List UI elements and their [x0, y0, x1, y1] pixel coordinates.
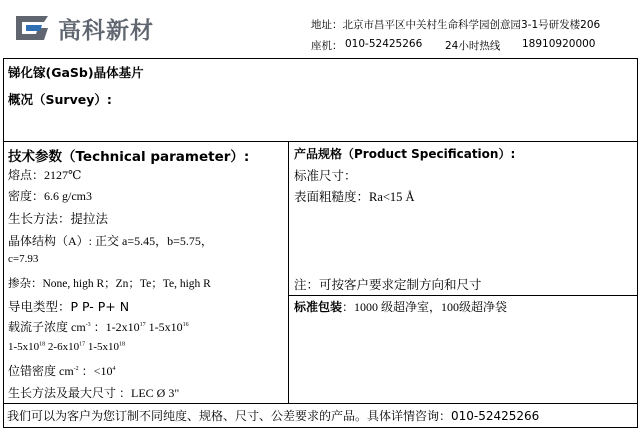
carrier-exp-5: 18 [119, 341, 126, 348]
packaging-value: ：1000 级超净室，100级超净袋 [342, 300, 508, 314]
carrier-value-3: 1-5x10 [8, 341, 40, 353]
dislocation-value: ：<10 [78, 364, 113, 378]
right-border [637, 58, 638, 428]
carrier-value-4: 2-6x10 [45, 341, 80, 353]
dislocation-exp: 4 [112, 366, 116, 372]
max-size: 生长方法及最大尺寸 ：LEC Ø 3" [8, 386, 180, 400]
column-divider [288, 141, 289, 403]
phone-number: 010-52425266 [345, 38, 423, 50]
doping: 掺杂：None, high R；Zn；Te；Te, high R [8, 278, 211, 290]
melting-point: 熔点：2127℃ [8, 168, 82, 182]
standard-packaging [294, 298, 507, 315]
company-logo [10, 7, 180, 49]
density: 密度：6.6 g/cm3 [8, 189, 92, 203]
conduction-type: 导电类型：P P- P+ N [8, 299, 130, 314]
logo-mark-icon [12, 12, 52, 44]
carrier-exp-2: 16 [182, 322, 189, 328]
top-border [3, 58, 638, 59]
carrier-label: 载流子浓度 cm [8, 320, 86, 334]
left-border [3, 58, 4, 428]
standard-size: 标准尺寸： [294, 168, 357, 183]
footer-divider [3, 403, 638, 404]
dislocation-label: 位错密度 cm [8, 364, 74, 378]
dislocation-unit-exp: -2 [73, 366, 79, 372]
tech-heading: 技术参数（Technical parameter）: [8, 149, 250, 165]
company-address: 地址：北京市昌平区中关村生命科学园创意园3-1号研发楼206 [311, 19, 601, 31]
carrier-value-1: ：1-2x10 [90, 320, 140, 334]
survey-label: 概况（Survey）: [8, 92, 112, 107]
carrier-unit-exp: -3 [85, 322, 91, 328]
dislocation-density [8, 362, 115, 379]
spec-heading: 产品规格（Product Specification）: [294, 147, 516, 161]
phone-label: 座机： [311, 40, 343, 52]
growth-method: 生长方法：提拉法 [8, 211, 109, 226]
crystal-structure-line1: 晶体结构（A）: 正交 a=5.45，b=5.75， [8, 234, 213, 248]
carrier-value-5: 1-5x10 [85, 341, 120, 353]
custom-note: 注：可按客户要求定制方向和尺寸 [294, 277, 482, 292]
hotline-number: 18910920000 [522, 38, 596, 50]
carrier-concentration-row2 [8, 341, 125, 353]
packaging-divider [288, 295, 638, 296]
packaging-label: 标准包装 [294, 300, 343, 314]
crystal-structure-line2: c=7.93 [8, 253, 39, 265]
carrier-exp-3: 18 [39, 341, 46, 348]
carrier-exp-1: 17 [139, 322, 146, 328]
footer-contact-text: 我们可以为客户为您订制不同纯度、规格、尺寸、公差要求的产品。具体详情咨询：010-52425266 [7, 409, 540, 423]
carrier-concentration-row1 [8, 318, 189, 335]
carrier-value-2: 1-5x10 [145, 320, 183, 334]
section-divider [3, 141, 638, 142]
hotline-label: 24小时热线 [445, 40, 501, 52]
surface-roughness: 表面粗糙度：Ra<15 Å [294, 190, 415, 204]
logo-text: 高科新材 [58, 18, 154, 44]
carrier-exp-4: 17 [79, 341, 86, 348]
product-title: 锑化镓(GaSb)晶体基片 [8, 65, 144, 80]
bottom-border [3, 427, 638, 428]
